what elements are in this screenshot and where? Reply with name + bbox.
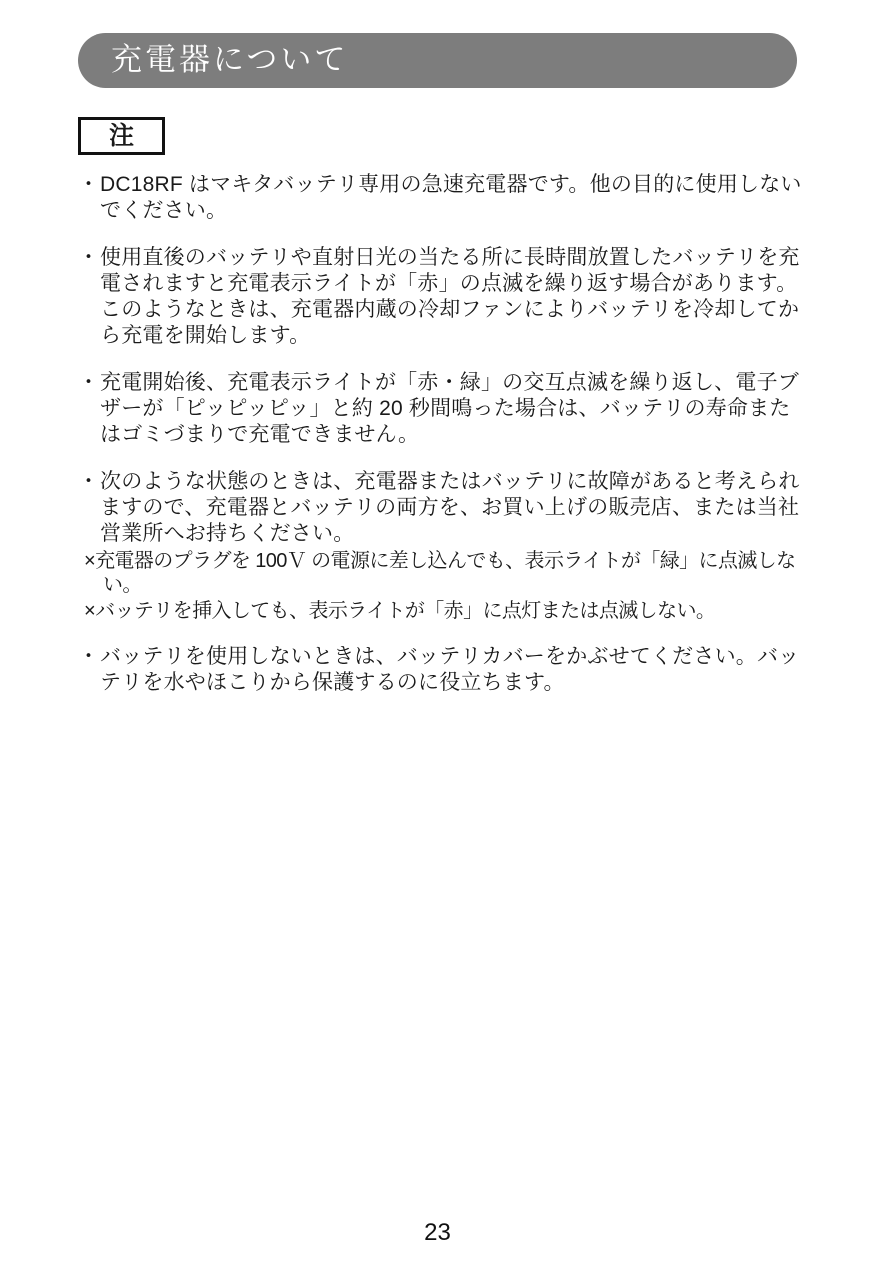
bullet-marker: ・ [78, 246, 99, 269]
note-item [78, 469, 805, 623]
note-text [84, 469, 805, 623]
note-text: 充電開始後、充電表示ライトが「赤・緑」の交互点滅を繰り返し、電子ブザーが「ピッピッピッ」と約 20 秒間鳴った場合は、バッテリの寿命またはゴミづまりで充電できません。 [100, 371, 799, 446]
note-text: バッテリを使用しないときは、バッテリカバーをかぶせてください。バッテリを水やほこりから保護するのに役立ちます。 [100, 645, 800, 694]
note-text: 使用直後のバッテリや直射日光の当たる所に長時間放置したバッテリを充電されますと充電表示ライトが「赤」の点滅を繰り返す場合があります。このようなときは、充電器内蔵の冷却ファンによりバッテリを冷却してから充電を開始します。 [100, 246, 800, 347]
note-item [78, 245, 805, 349]
bullet-marker: ・ [78, 470, 99, 493]
sub-note-list [84, 549, 805, 623]
sub-note-item: ×バッテリを挿入しても、表示ライトが「赤」に点灯または点滅しない。 [84, 600, 716, 622]
note-label: 注 [108, 121, 134, 150]
note-text-main: 次のような状態のときは、充電器またはバッテリに故障があると考えられますので、充電器とバッテリの両方を、お買い上げの販売店、または当社営業所へお持ちください。 [100, 470, 800, 545]
section-title: 充電器について [111, 41, 349, 77]
note-item [78, 370, 805, 448]
note-item [78, 172, 805, 224]
bullet-marker: ・ [78, 173, 99, 196]
bullet-marker: ・ [78, 371, 99, 394]
page-number: 23 [424, 1219, 451, 1246]
bullet-marker: ・ [78, 645, 99, 668]
note-item [78, 644, 805, 696]
notes-list [78, 172, 805, 696]
section-header-bar [78, 33, 797, 88]
note-box [78, 117, 165, 155]
sub-note-item: ×充電器のプラグを 100Ｖ の電源に差し込んでも、表示ライトが「緑」に点滅しない。 [84, 550, 796, 596]
note-text: DC18RF はマキタバッテリ専用の急速充電器です。他の目的に使用しないでください。 [100, 173, 802, 222]
